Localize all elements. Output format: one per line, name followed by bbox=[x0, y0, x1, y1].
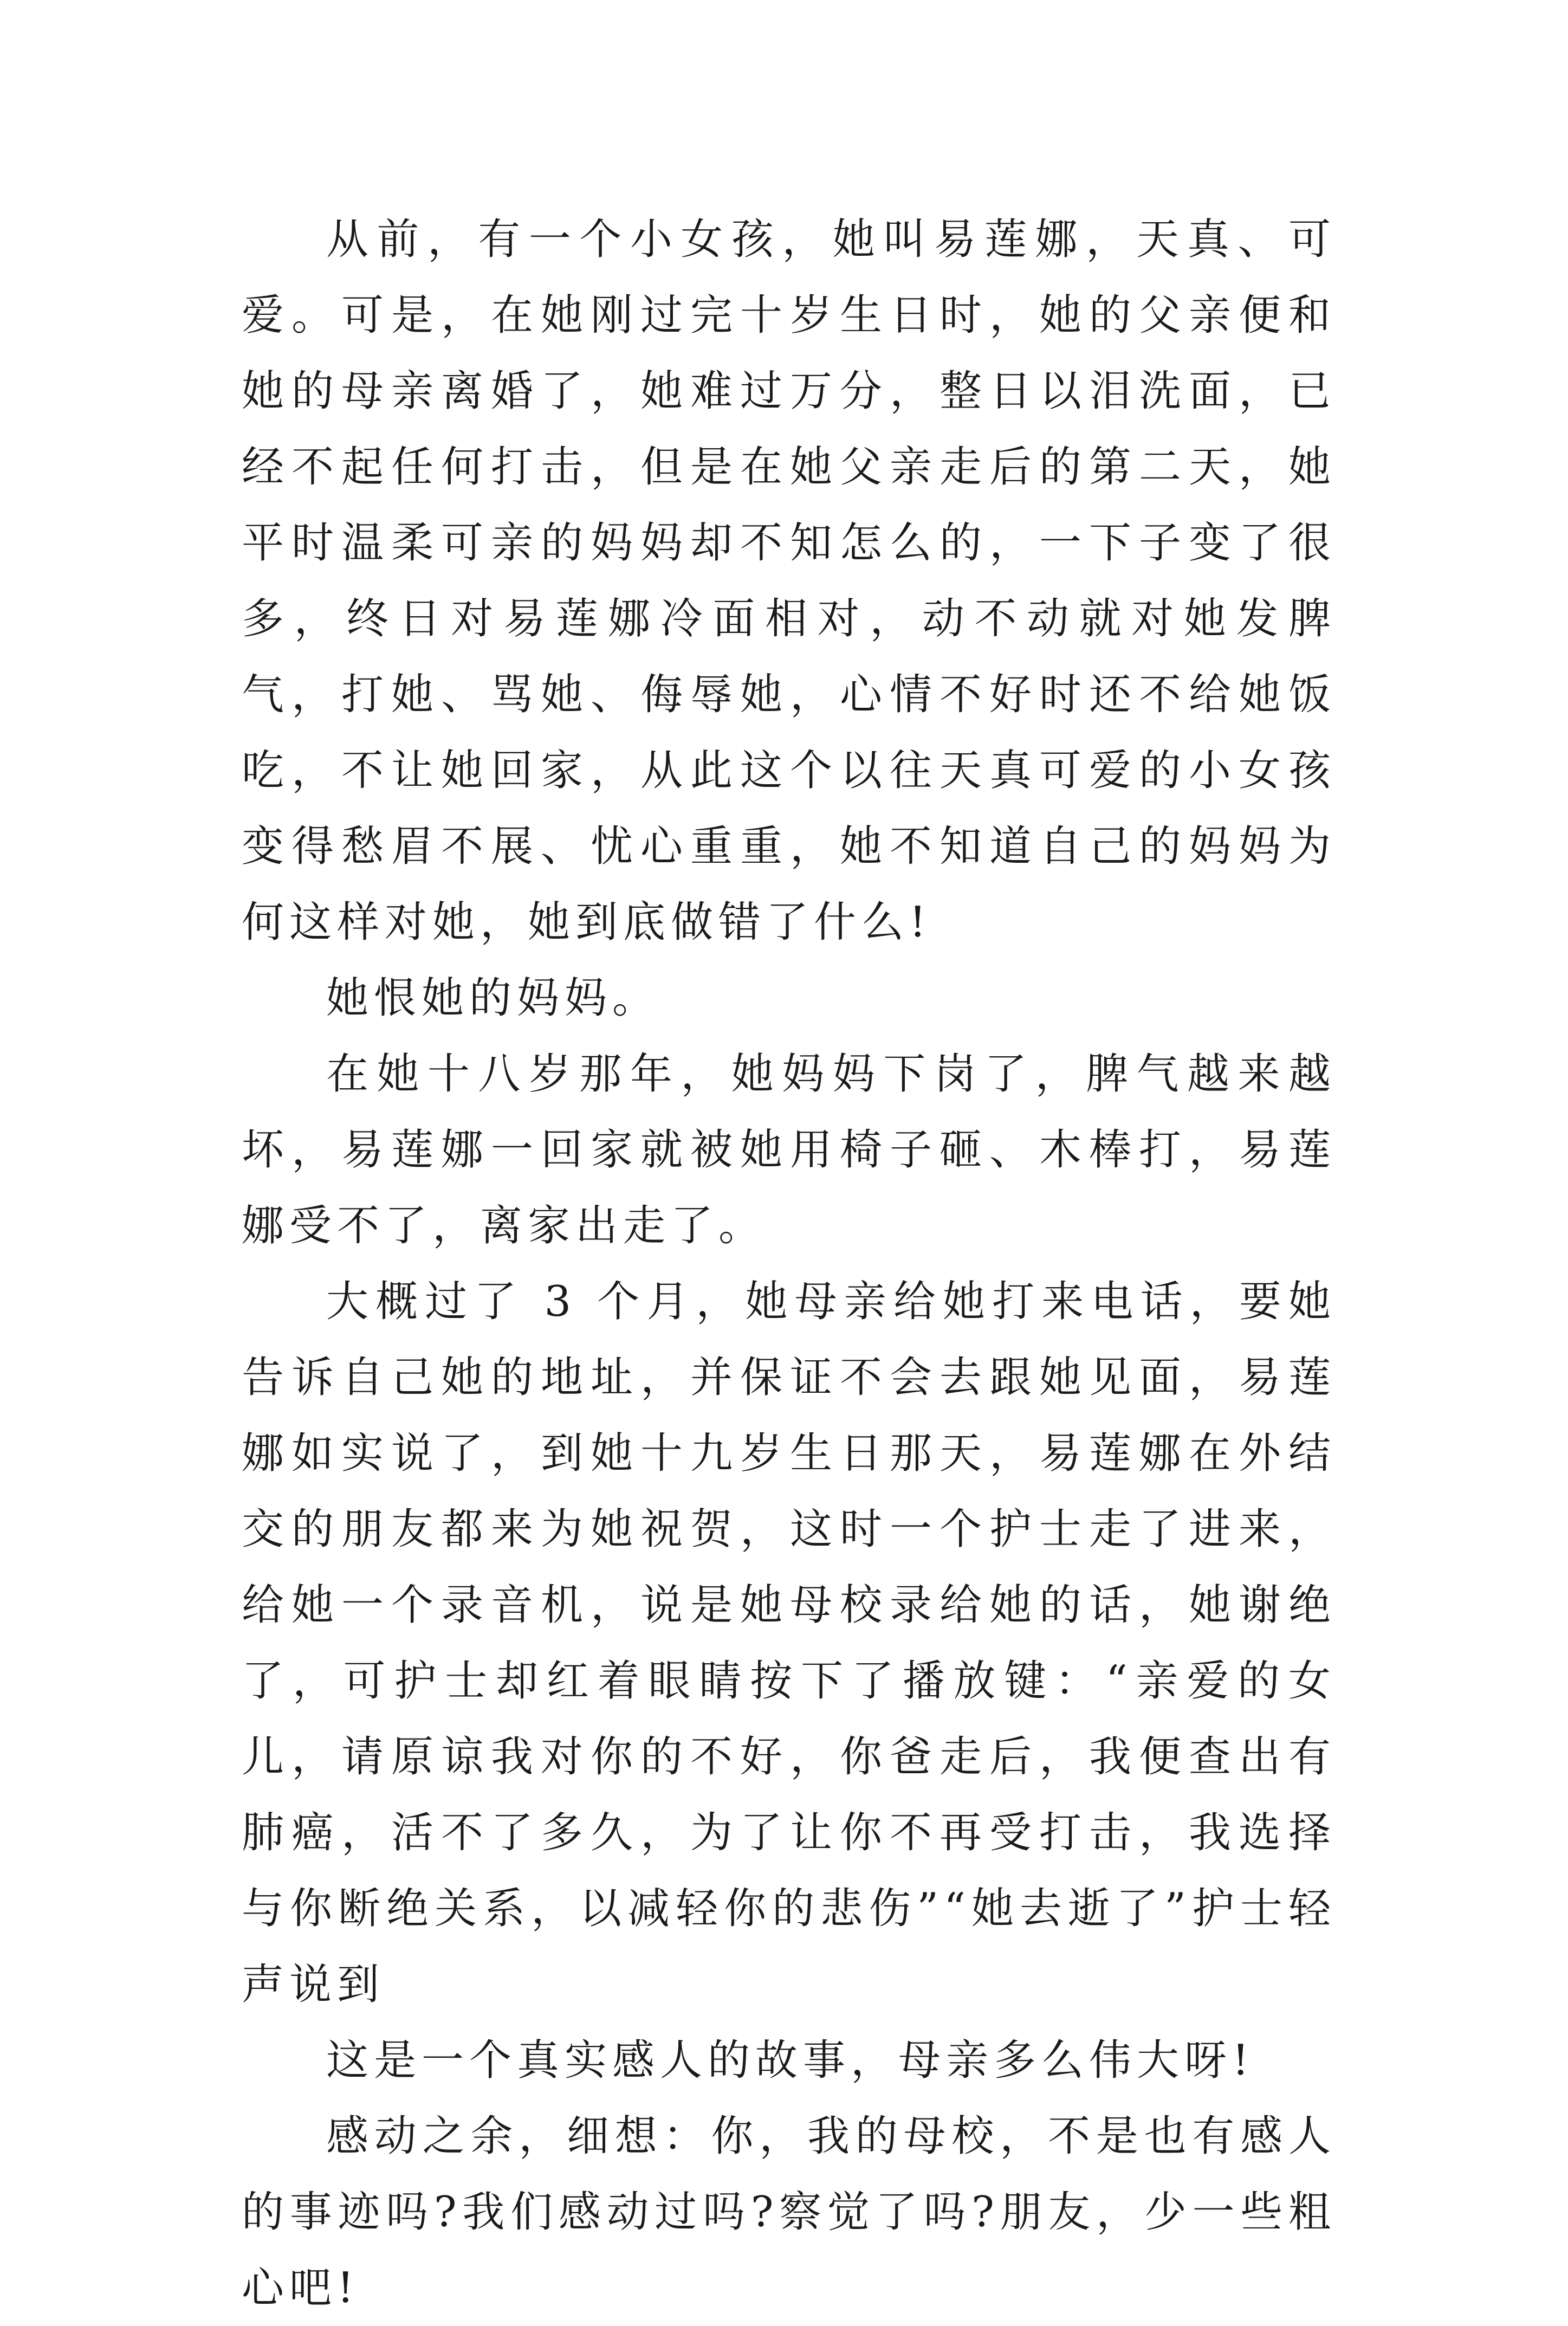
paragraph: 大概过了 3 个月，她母亲给她打来电话，要她告诉自己她的地址，并保证不会去跟她见面，易莲娜如实说了，到她十九岁生日那天，易莲娜在外结交的朋友都来为她祝贺，这时一个护士走了进来，给她一个录音机，说是她母校录给她的话，她谢绝了，可护士却红着眼睛按下了播放键：“亲爱的女儿，请原谅我对你的不好，你爸走后，我便查出有肺癌，活不了多久，为了让你不再受打击，我选择与你断绝关系，以减轻你的悲伤”“她去逝了”护士轻声说到 bbox=[242, 1277, 1336, 2009]
paragraph: 在她十八岁那年，她妈妈下岗了，脾气越来越坏，易莲娜一回家就被她用椅子砸、木棒打，易莲娜受不了，离家出走了。 bbox=[242, 1050, 1336, 1250]
paragraph: 感动之余，细想：你，我的母校，不是也有感人的事迹吗?我们感动过吗?察觉了吗?朋友，少一些粗心吧! bbox=[242, 2112, 1336, 2312]
document-body bbox=[242, 202, 1336, 2326]
paragraph: 这是一个真实感人的故事，母亲多么伟大呀! bbox=[326, 2036, 1255, 2085]
paragraph: 她恨她的妈妈。 bbox=[326, 974, 660, 1023]
paragraph: 从前，有一个小女孩，她叫易莲娜，天真、可爱。可是，在她刚过完十岁生日时，她的父亲便和她的母亲离婚了，她难过万分，整日以泪洗面，已经不起任何打击，但是在她父亲走后的第二天，她平时温柔可亲的妈妈却不知怎么的，一下子变了很多，终日对易莲娜冷面相对，动不动就对她发脾气，打她、骂她、侮辱她，心情不好时还不给她饭吃，不让她回家，从此这个以往天真可爱的小女孩变得愁眉不展、忧心重重，她不知道自己的妈妈为何这样对她，她到底做错了什么! bbox=[242, 215, 1336, 947]
